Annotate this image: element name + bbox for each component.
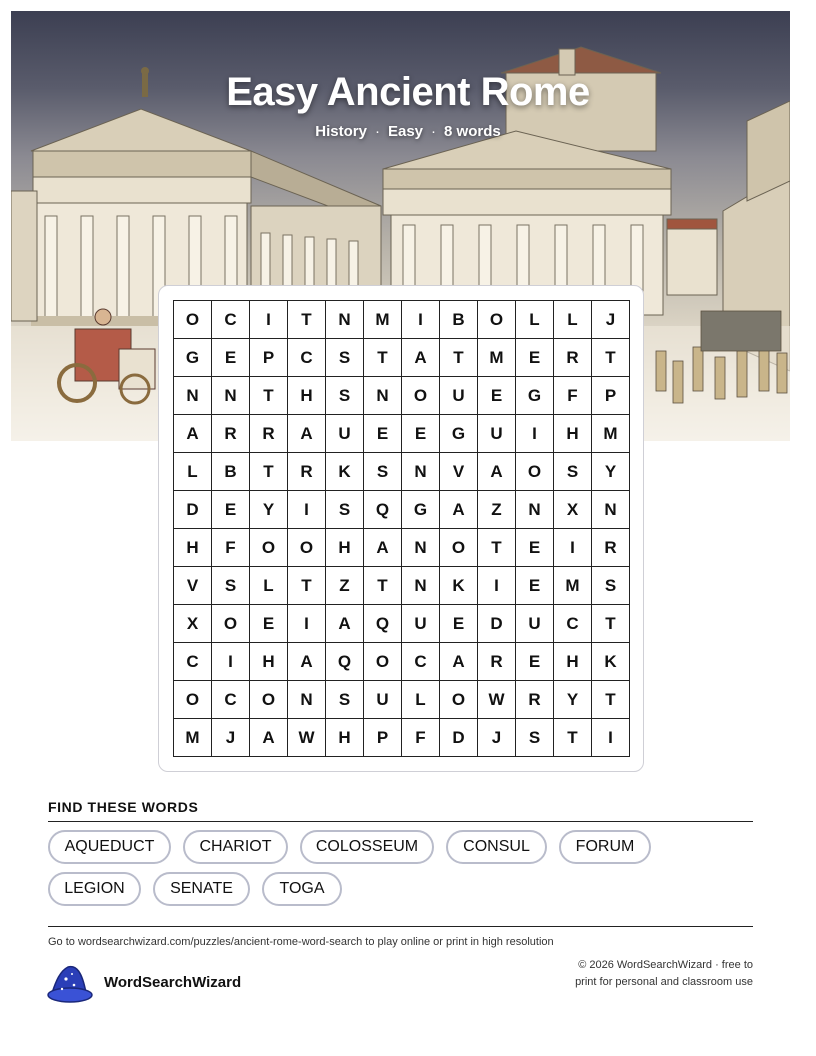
grid-cell[interactable]: A — [440, 491, 478, 529]
word-chip[interactable] — [183, 830, 288, 864]
puzzle-subtitle — [0, 123, 816, 140]
word-list-heading: FIND THESE WORDS — [48, 799, 199, 815]
grid-cell[interactable]: N — [288, 681, 326, 719]
word-text: FORUM — [575, 838, 635, 855]
grid-cell[interactable]: Y — [592, 453, 630, 491]
grid-cell[interactable]: A — [478, 453, 516, 491]
grid-cell[interactable]: L — [516, 301, 554, 339]
grid-cell[interactable]: A — [440, 643, 478, 681]
word-chip[interactable] — [262, 872, 342, 906]
grid-cell[interactable]: I — [212, 643, 250, 681]
grid-cell[interactable]: C — [174, 643, 212, 681]
grid-cell[interactable]: T — [364, 339, 402, 377]
grid-cell[interactable]: J — [592, 301, 630, 339]
grid-cell[interactable]: T — [592, 681, 630, 719]
grid-cell[interactable]: X — [554, 491, 592, 529]
grid-cell[interactable]: Y — [250, 491, 288, 529]
grid-cell[interactable]: T — [288, 567, 326, 605]
grid-cell[interactable]: O — [174, 681, 212, 719]
category-label: History — [315, 123, 367, 140]
grid-cell[interactable]: C — [212, 681, 250, 719]
grid-cell[interactable]: M — [478, 339, 516, 377]
grid-cell[interactable]: K — [440, 567, 478, 605]
puzzle-title: Easy Ancient Rome — [226, 70, 590, 114]
grid-cell[interactable]: O — [440, 681, 478, 719]
grid-cell[interactable]: H — [288, 377, 326, 415]
grid-cell[interactable]: S — [326, 377, 364, 415]
grid-cell[interactable]: R — [554, 339, 592, 377]
grid-cell[interactable]: F — [402, 719, 440, 757]
grid-cell[interactable]: H — [326, 529, 364, 567]
grid-cell[interactable]: U — [364, 681, 402, 719]
grid-cell[interactable]: K — [592, 643, 630, 681]
word-chip[interactable] — [446, 830, 547, 864]
grid-cell[interactable]: G — [440, 415, 478, 453]
grid-cell[interactable]: G — [516, 377, 554, 415]
grid-cell[interactable]: Z — [478, 491, 516, 529]
grid-cell[interactable]: D — [440, 719, 478, 757]
grid-cell[interactable]: Q — [364, 491, 402, 529]
grid-cell[interactable]: S — [326, 339, 364, 377]
word-text: CONSUL — [463, 838, 530, 855]
word-grid[interactable] — [173, 300, 630, 757]
grid-cell[interactable]: N — [326, 301, 364, 339]
grid-cell[interactable]: E — [402, 415, 440, 453]
grid-cell[interactable]: F — [554, 377, 592, 415]
separator-dot: · — [374, 123, 380, 140]
word-grid-card — [158, 285, 644, 772]
grid-cell[interactable]: N — [212, 377, 250, 415]
grid-cell[interactable]: U — [516, 605, 554, 643]
grid-cell[interactable]: C — [212, 301, 250, 339]
grid-cell[interactable]: P — [364, 719, 402, 757]
grid-cell[interactable]: F — [212, 529, 250, 567]
grid-cell[interactable]: I — [592, 719, 630, 757]
grid-cell[interactable]: N — [364, 377, 402, 415]
grid-cell[interactable]: I — [288, 491, 326, 529]
word-text: LEGION — [64, 880, 125, 897]
grid-cell[interactable]: A — [288, 643, 326, 681]
wizard-hat-icon — [46, 963, 94, 1005]
grid-cell[interactable]: T — [364, 567, 402, 605]
copyright-text: © 2026 WordSearchWizard · free to print for personal and classroom use — [575, 959, 753, 988]
grid-cell[interactable]: V — [174, 567, 212, 605]
grid-cell[interactable]: L — [554, 301, 592, 339]
grid-cell[interactable]: Q — [326, 643, 364, 681]
grid-cell[interactable]: K — [326, 453, 364, 491]
grid-cell[interactable]: X — [174, 605, 212, 643]
grid-cell[interactable]: H — [174, 529, 212, 567]
grid-cell[interactable]: L — [174, 453, 212, 491]
grid-cell[interactable]: O — [250, 529, 288, 567]
grid-cell[interactable]: T — [554, 719, 592, 757]
grid-cell[interactable]: S — [212, 567, 250, 605]
grid-cell[interactable]: E — [212, 491, 250, 529]
grid-cell[interactable]: L — [250, 567, 288, 605]
grid-cell[interactable]: A — [250, 719, 288, 757]
word-text: SENATE — [170, 880, 233, 897]
divider — [48, 926, 753, 927]
grid-cell[interactable]: O — [516, 453, 554, 491]
word-chip[interactable] — [48, 872, 141, 906]
grid-cell[interactable]: L — [402, 681, 440, 719]
grid-cell[interactable]: M — [592, 415, 630, 453]
grid-cell[interactable]: T — [592, 339, 630, 377]
grid-cell[interactable]: S — [554, 453, 592, 491]
grid-cell[interactable]: R — [288, 453, 326, 491]
grid-cell[interactable]: T — [250, 377, 288, 415]
grid-cell[interactable]: N — [402, 567, 440, 605]
grid-cell[interactable]: S — [364, 453, 402, 491]
grid-cell[interactable]: N — [592, 491, 630, 529]
grid-cell[interactable]: I — [250, 301, 288, 339]
grid-cell[interactable]: Z — [326, 567, 364, 605]
grid-cell[interactable]: T — [288, 301, 326, 339]
grid-cell[interactable]: T — [250, 453, 288, 491]
grid-cell[interactable]: A — [174, 415, 212, 453]
word-text: CHARIOT — [199, 838, 272, 855]
grid-cell[interactable]: R — [478, 643, 516, 681]
grid-cell[interactable]: C — [554, 605, 592, 643]
grid-cell[interactable]: P — [592, 377, 630, 415]
brand-name: WordSearchWizard — [104, 974, 242, 991]
grid-cell[interactable]: S — [326, 681, 364, 719]
grid-cell[interactable]: J — [212, 719, 250, 757]
grid-cell[interactable]: I — [288, 605, 326, 643]
grid-cell[interactable]: E — [440, 605, 478, 643]
word-chip[interactable] — [153, 872, 250, 906]
grid-cell[interactable]: I — [554, 529, 592, 567]
grid-cell[interactable]: E — [516, 567, 554, 605]
grid-cell[interactable]: T — [478, 529, 516, 567]
grid-cell[interactable]: N — [516, 491, 554, 529]
grid-cell[interactable]: O — [212, 605, 250, 643]
grid-cell[interactable]: E — [478, 377, 516, 415]
grid-cell[interactable]: O — [288, 529, 326, 567]
grid-cell[interactable]: N — [402, 453, 440, 491]
word-text: AQUEDUCT — [64, 838, 155, 855]
grid-cell[interactable]: A — [402, 339, 440, 377]
grid-cell[interactable]: A — [288, 415, 326, 453]
grid-cell[interactable]: E — [516, 529, 554, 567]
grid-cell[interactable]: M — [364, 301, 402, 339]
grid-cell[interactable]: N — [402, 529, 440, 567]
grid-cell[interactable]: I — [478, 567, 516, 605]
word-chip[interactable] — [559, 830, 651, 864]
grid-cell[interactable]: O — [364, 643, 402, 681]
grid-cell[interactable]: A — [364, 529, 402, 567]
grid-cell[interactable]: B — [440, 301, 478, 339]
grid-cell[interactable]: O — [478, 301, 516, 339]
separator-dot: · — [431, 123, 437, 140]
grid-cell[interactable]: S — [326, 491, 364, 529]
grid-cell[interactable]: A — [326, 605, 364, 643]
grid-cell[interactable]: I — [516, 415, 554, 453]
grid-cell[interactable]: C — [288, 339, 326, 377]
grid-cell[interactable]: O — [440, 529, 478, 567]
grid-cell[interactable]: M — [554, 567, 592, 605]
grid-cell[interactable]: U — [440, 377, 478, 415]
grid-cell[interactable]: O — [250, 681, 288, 719]
grid-cell[interactable]: T — [592, 605, 630, 643]
grid-cell[interactable]: R — [592, 529, 630, 567]
grid-cell[interactable]: J — [478, 719, 516, 757]
grid-cell[interactable]: D — [478, 605, 516, 643]
word-chip[interactable] — [48, 830, 171, 864]
grid-cell[interactable]: H — [250, 643, 288, 681]
grid-cell[interactable]: Q — [364, 605, 402, 643]
grid-cell[interactable]: C — [402, 643, 440, 681]
divider — [48, 821, 753, 822]
grid-cell[interactable]: S — [592, 567, 630, 605]
grid-cell[interactable]: E — [364, 415, 402, 453]
grid-cell[interactable]: W — [478, 681, 516, 719]
grid-cell[interactable]: O — [174, 301, 212, 339]
word-chip[interactable] — [300, 830, 434, 864]
grid-cell[interactable]: R — [250, 415, 288, 453]
grid-cell[interactable]: I — [402, 301, 440, 339]
grid-cell[interactable]: M — [174, 719, 212, 757]
word-count-label: 8 words — [444, 123, 501, 140]
grid-cell[interactable]: N — [174, 377, 212, 415]
grid-cell[interactable]: G — [402, 491, 440, 529]
grid-cell[interactable]: T — [440, 339, 478, 377]
grid-cell[interactable]: W — [288, 719, 326, 757]
grid-cell[interactable]: E — [516, 643, 554, 681]
grid-cell[interactable]: U — [478, 415, 516, 453]
difficulty-label: Easy — [387, 123, 424, 140]
grid-cell[interactable]: H — [554, 643, 592, 681]
grid-cell[interactable]: R — [516, 681, 554, 719]
grid-cell[interactable]: P — [250, 339, 288, 377]
grid-cell[interactable]: V — [440, 453, 478, 491]
grid-cell[interactable]: D — [174, 491, 212, 529]
grid-cell[interactable]: O — [402, 377, 440, 415]
grid-cell[interactable]: S — [516, 719, 554, 757]
grid-cell[interactable]: R — [212, 415, 250, 453]
grid-cell[interactable]: E — [212, 339, 250, 377]
word-text: COLOSSEUM — [315, 838, 419, 855]
grid-cell[interactable]: H — [326, 719, 364, 757]
grid-cell[interactable]: H — [554, 415, 592, 453]
play-online-link[interactable]: Go to wordsearchwizard.com/puzzles/ancient-rome-word-search to play online or print in high resolution — [48, 936, 554, 948]
grid-cell[interactable]: Y — [554, 681, 592, 719]
word-text: TOGA — [279, 880, 325, 897]
grid-cell[interactable]: U — [326, 415, 364, 453]
grid-cell[interactable]: E — [516, 339, 554, 377]
grid-cell[interactable]: B — [212, 453, 250, 491]
grid-cell[interactable]: E — [250, 605, 288, 643]
grid-cell[interactable]: U — [402, 605, 440, 643]
grid-cell[interactable]: G — [174, 339, 212, 377]
